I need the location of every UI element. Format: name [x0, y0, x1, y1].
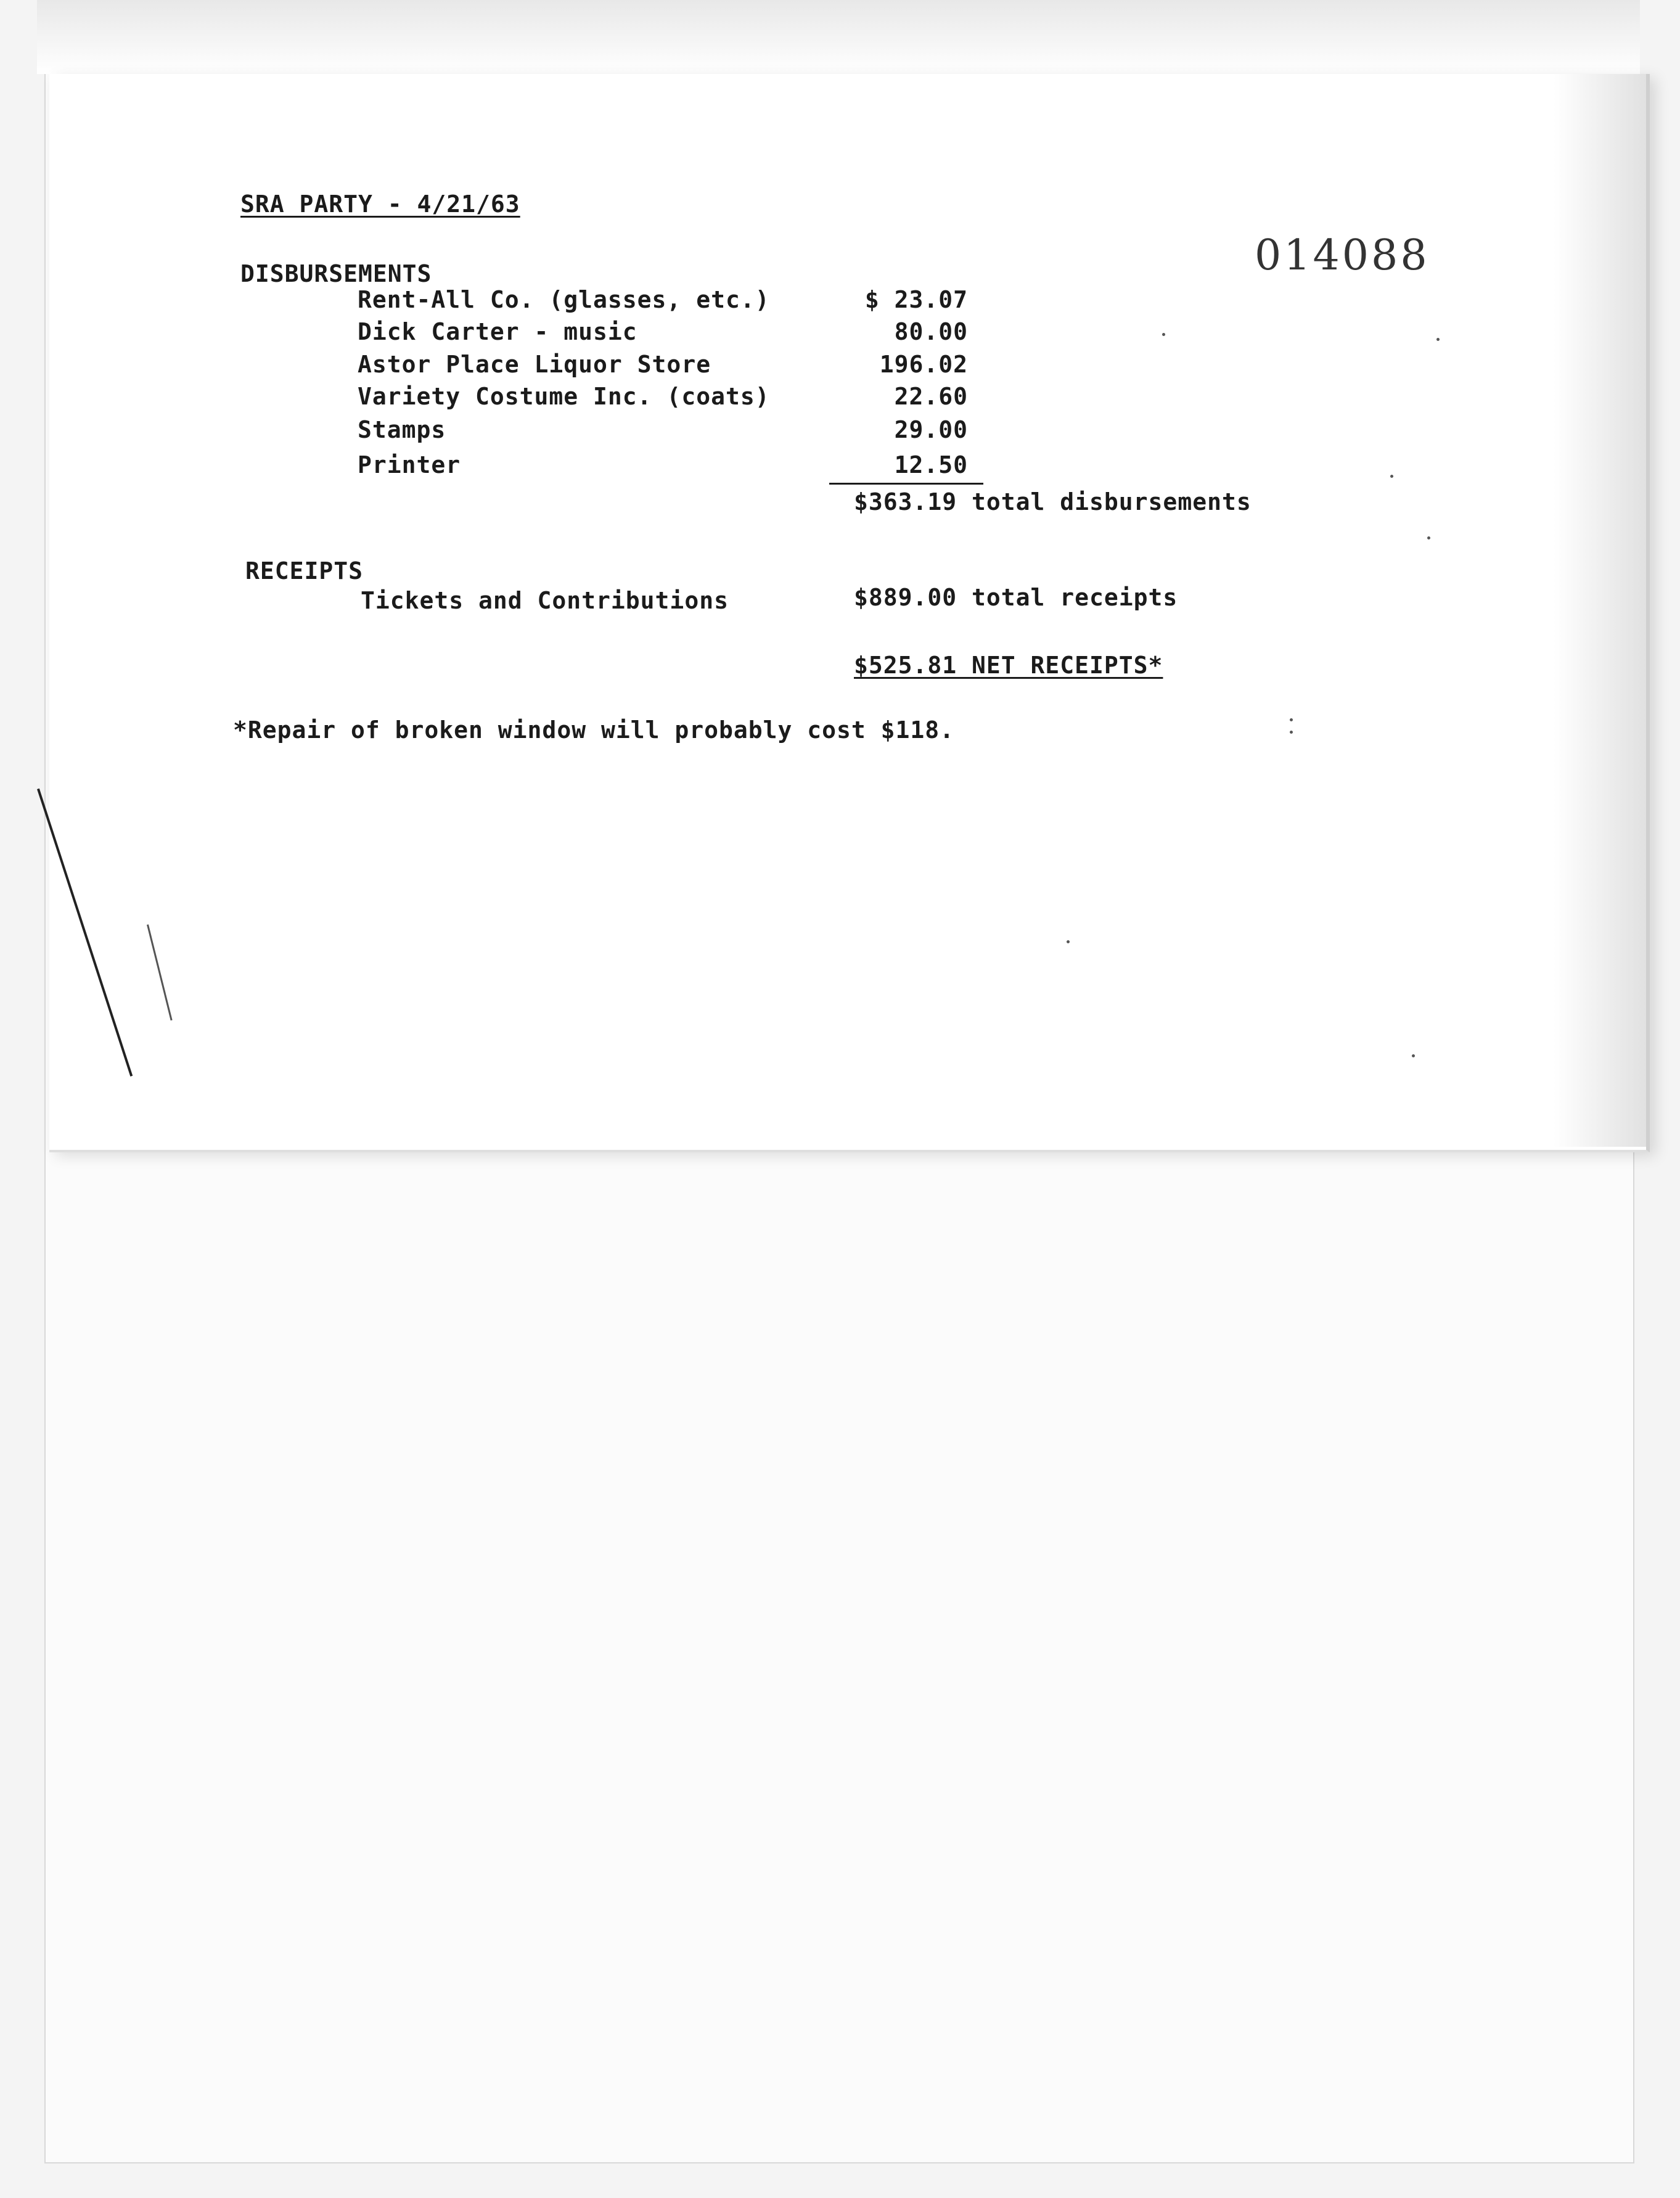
disbursement-item-name: Variety Costume Inc. (coats) [358, 383, 770, 410]
right-shadow [1554, 74, 1646, 1147]
footnote: *Repair of broken window will probably cost $118. [233, 716, 955, 744]
speck [1162, 333, 1165, 336]
receipts-total: $889.00 total receipts [854, 584, 1178, 611]
speck [1427, 536, 1430, 539]
disbursement-item-name: Rent-All Co. (glasses, etc.) [358, 286, 770, 313]
disbursement-item-amount: 80.00 [894, 318, 968, 345]
disbursements-total: $363.19 total disbursements [854, 488, 1252, 515]
disbursement-item-amount: 196.02 [879, 351, 968, 378]
speck [1067, 940, 1070, 943]
receipts-label: RECEIPTS [245, 557, 364, 584]
disbursement-item-amount: $ 23.07 [864, 286, 968, 313]
disbursement-item-amount: 22.60 [894, 383, 968, 410]
net-receipts: $525.81 NET RECEIPTS* [854, 652, 1163, 679]
disbursement-item-amount: 12.50 [894, 451, 968, 478]
speck [1390, 475, 1393, 478]
top-shadow [37, 0, 1640, 74]
speck [1436, 338, 1440, 341]
disbursement-item-name: Printer [358, 451, 461, 478]
disbursement-item-amount: 29.00 [894, 416, 968, 443]
speck [1412, 1054, 1415, 1057]
disbursement-item-name: Stamps [358, 416, 446, 443]
disbursements-label: DISBURSEMENTS [240, 260, 432, 287]
receipts-item: Tickets and Contributions [361, 587, 729, 614]
speck [1290, 731, 1293, 734]
disbursement-item-name: Dick Carter - music [358, 318, 637, 345]
stamp-number: 014088 [1255, 231, 1430, 280]
subtotal-rule [829, 483, 983, 485]
disbursement-item-name: Astor Place Liquor Store [358, 351, 711, 378]
document-heading: SRA PARTY - 4/21/63 [240, 191, 520, 218]
speck [1290, 718, 1293, 721]
